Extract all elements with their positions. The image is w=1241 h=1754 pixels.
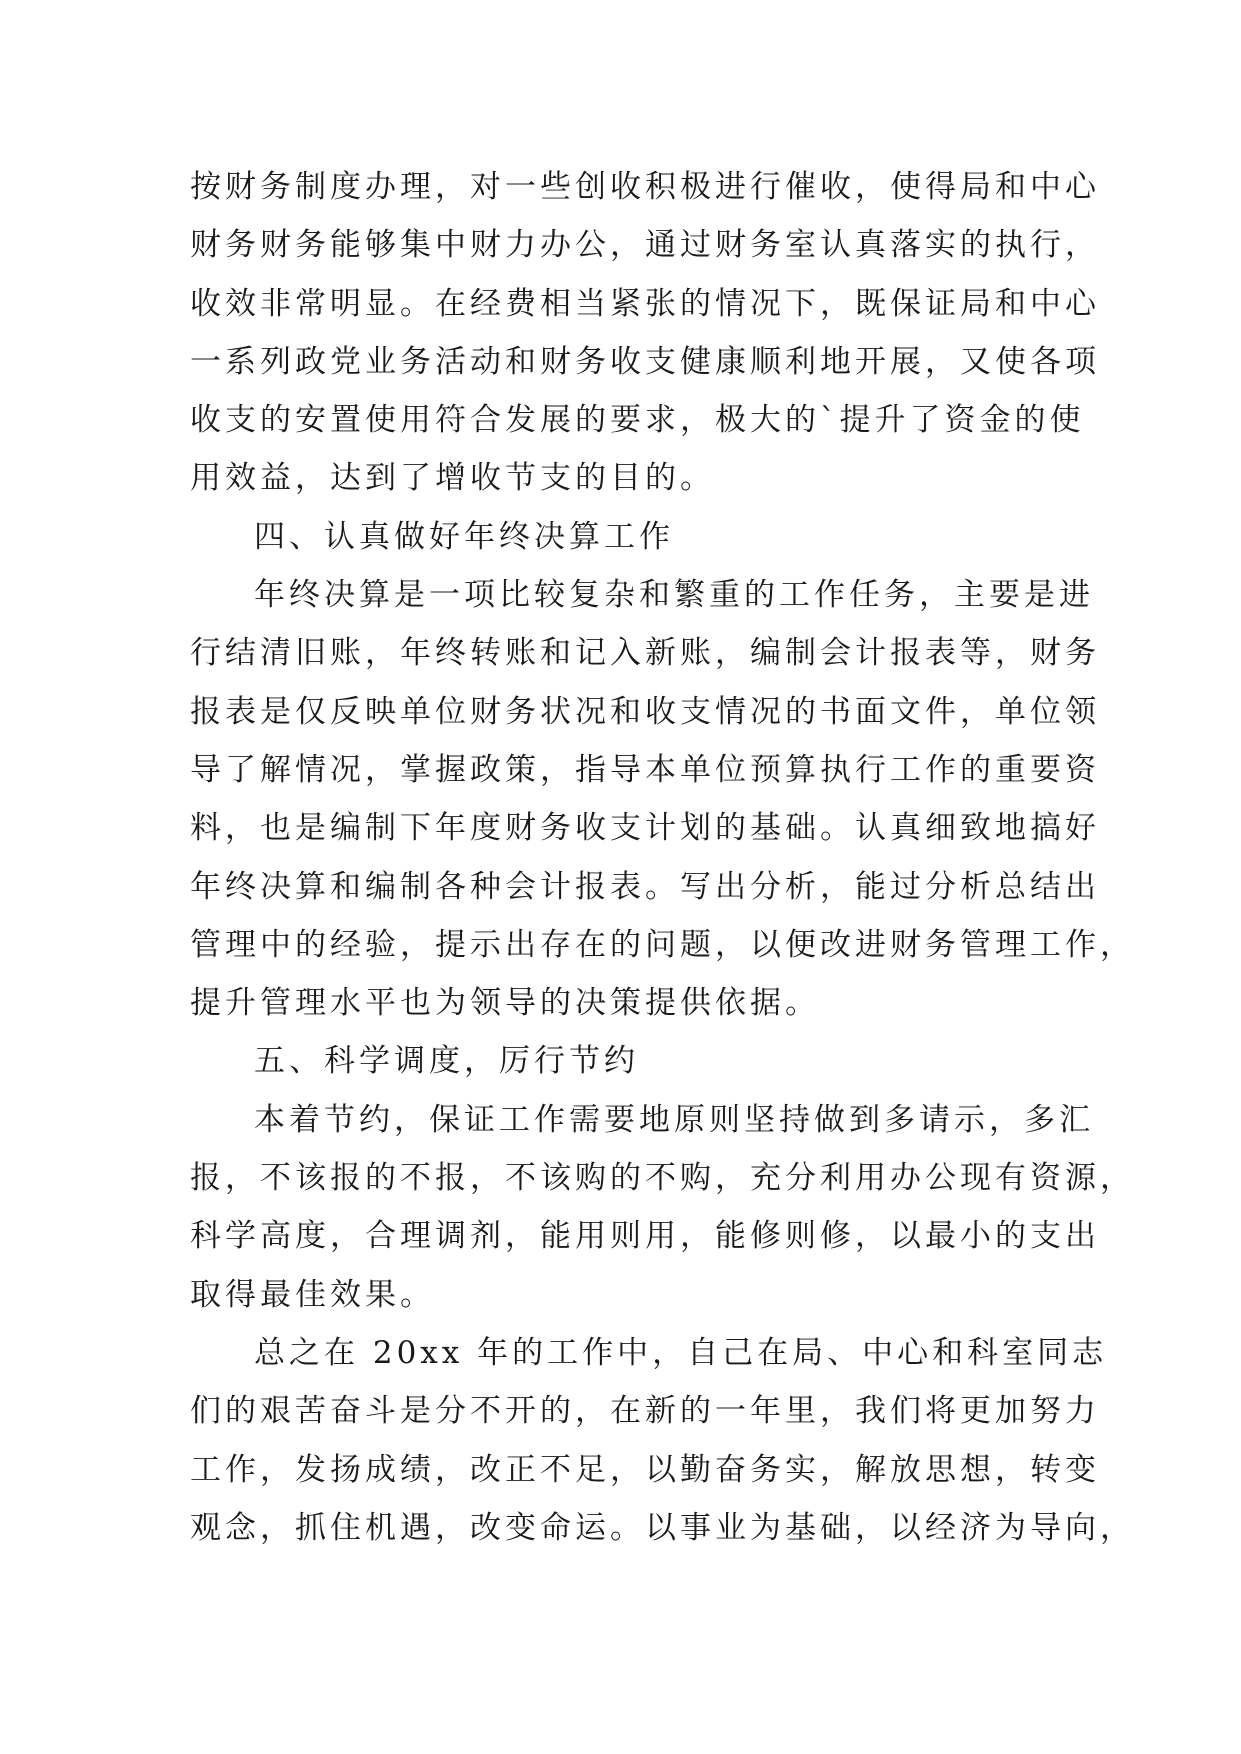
- text-line: 行结清旧账，年终转账和记入新账，编制会计报表等，财务: [190, 635, 1100, 672]
- text-line: 收支的安置使用符合发展的要求，极大的`提升了资金的使: [190, 402, 1085, 439]
- text-line: 管理中的经验，提示出存在的问题，以便改进财务管理工作，: [190, 926, 1135, 963]
- text-line: 观念，抓住机遇，改变命运。以事业为基础，以经济为导向，: [190, 1509, 1135, 1546]
- text-line: 用效益，达到了增收节支的目的。: [190, 460, 715, 497]
- text-line: 提升管理水平也为领导的决策提供依据。: [190, 985, 820, 1022]
- text-line: 一系列政党业务活动和财务收支健康顺利地开展，又使各项: [190, 343, 1100, 380]
- document-body: [190, 158, 1135, 1557]
- text-line: 报，不该报的不报，不该购的不购，充分利用办公现有资源，: [190, 1160, 1135, 1197]
- text-line: 四、认真做好年终决算工作: [254, 518, 674, 555]
- text-line: 本着节约，保证工作需要地原则坚持做到多请示，多汇: [254, 1101, 1094, 1138]
- text-line: 们的艰苦奋斗是分不开的，在新的一年里，我们将更加努力: [190, 1393, 1100, 1430]
- text-line: 取得最佳效果。: [190, 1276, 435, 1313]
- text-line: 导了解情况，掌握政策，指导本单位预算执行工作的重要资: [190, 751, 1100, 788]
- text-line: 五、科学调度，厉行节约: [254, 1043, 639, 1080]
- text-line: 按财务制度办理，对一些创收积极进行催收，使得局和中心: [190, 169, 1100, 205]
- text-line: 总之在 20xx 年的工作中，自己在局、中心和科室同志: [254, 1334, 1108, 1371]
- text-line: 年终决算和编制各种会计报表。写出分析，能过分析总结出: [190, 868, 1100, 905]
- text-line: 科学高度，合理调剂，能用则用，能修则修，以最小的支出: [190, 1218, 1100, 1255]
- text-line: 工作，发扬成绩，改正不足，以勤奋务实，解放思想，转变: [190, 1451, 1100, 1488]
- text-line: 料，也是编制下年度财务收支计划的基础。认真细致地搞好: [190, 810, 1100, 847]
- text-line: 报表是仅反映单位财务状况和收支情况的书面文件，单位领: [190, 693, 1100, 730]
- text-line: 财务财务能够集中财力办公，通过财务室认真落实的执行，: [190, 227, 1100, 264]
- text-line: 收效非常明显。在经费相当紧张的情况下，既保证局和中心: [190, 285, 1100, 322]
- text-line: 年终决算是一项比较复杂和繁重的工作任务，主要是进: [254, 577, 1094, 614]
